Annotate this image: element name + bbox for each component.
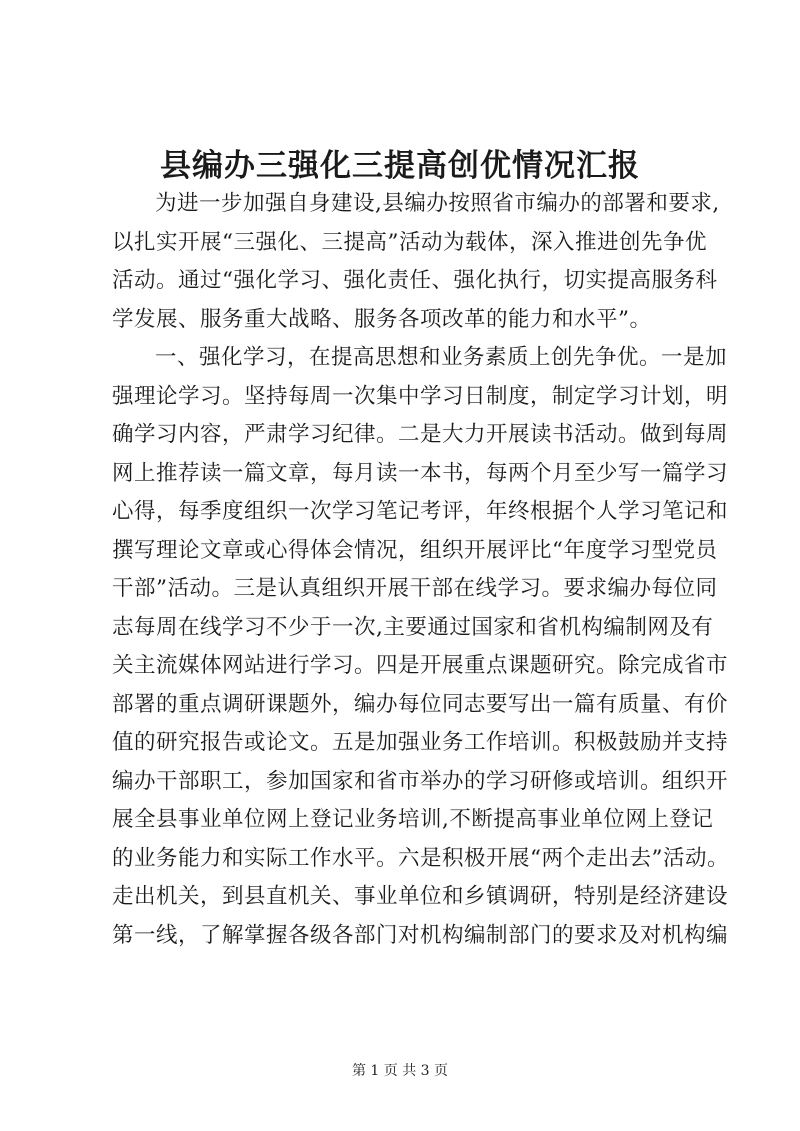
paragraph-2-line-14: 的业务能力和实际工作水平。六是积极开展“两个走出去”活动。 <box>112 845 729 871</box>
paragraph-2-line-15: 走出机关，到县直机关、事业单位和乡镇调研，特别是经济建设 <box>112 884 729 909</box>
paragraph-2-line-7: 干部”活动。三是认真组织开展干部在线学习。要求编办每位同 <box>112 576 718 601</box>
paragraph-2-line-13: 展全县事业单位网上登记业务培训,不断提高事业单位网上登记 <box>112 807 714 832</box>
paragraph-2-line-1: 一、强化学习，在提高思想和业务素质上创先争优。一是加 <box>155 345 728 370</box>
paragraph-2-line-12: 编办干部职工，参加国家和省市举办的学习研修或培训。组织开 <box>112 768 729 794</box>
paragraph-2-line-2: 强理论学习。坚持每周一次集中学习日制度，制定学习计划，明 <box>112 383 729 409</box>
paragraph-2-line-6: 撰写理论文章或心得体会情况，组织开展评比“年度学习型党员 <box>112 537 718 563</box>
document-body <box>112 185 729 955</box>
paragraph-2-line-10: 部署的重点调研课题外，编办每位同志要写出一篇有质量、有价 <box>112 691 729 717</box>
page-footer: 第 1 页 共 3 页 <box>351 1063 449 1079</box>
paragraph-1-line-3: 活动。通过“强化学习、强化责任、强化执行，切实提高服务科 <box>112 268 718 293</box>
paragraph-1-line-4: 学发展、服务重大战略、服务各项改革的能力和水平”。 <box>112 306 652 332</box>
paragraph-2-line-5: 心得，每季度组织一次学习笔记考评，年终根据个人学习笔记和 <box>112 499 729 524</box>
paragraph-2-line-3: 确学习内容，严肃学习纪律。二是大力开展读书活动。做到每周 <box>112 422 729 447</box>
paragraph-1-line-2: 以扎实开展“三强化、三提高”活动为载体，深入推进创先争优 <box>112 229 707 255</box>
paragraph-2-line-9: 关主流媒体网站进行学习。四是开展重点课题研究。除完成省市 <box>112 653 729 678</box>
document-title: 县编办三强化三提高创优情况汇报 <box>160 148 640 184</box>
paragraph-1-line-1: 为进一步加强自身建设,县编办按照省市编办的部署和要求, <box>155 191 720 216</box>
paragraph-2-line-16: 第一线，了解掌握各级各部门对机构编制部门的要求及对机构编 <box>112 922 729 948</box>
paragraph-2-line-11: 值的研究报告或论文。五是加强业务工作培训。积极鼓励并支持 <box>112 730 729 755</box>
paragraph-2-line-4: 网上推荐读一篇文章，每月读一本书，每两个月至少写一篇学习 <box>112 460 729 486</box>
paragraph-2-line-8: 志每周在线学习不少于一次,主要通过国家和省机构编制网及有 <box>112 614 714 640</box>
